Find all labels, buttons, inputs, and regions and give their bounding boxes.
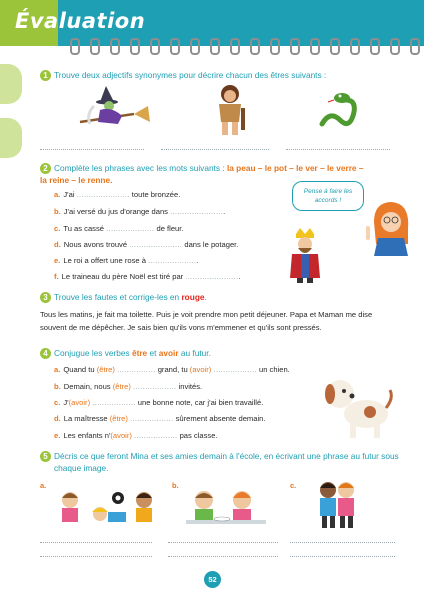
children-playing-illustration: [56, 486, 160, 528]
hint-bubble: Pense à faire les accords !: [292, 181, 364, 211]
answer-line[interactable]: [40, 149, 144, 150]
answer-line[interactable]: [290, 542, 395, 543]
exercise-3-instruction: 3 Trouve les fautes et corrige-les en rouge.: [40, 291, 207, 303]
fill-in-blank[interactable]: ....................: [106, 224, 155, 233]
answer-line[interactable]: [40, 556, 152, 557]
teacher-illustration: [364, 198, 414, 256]
fill-in-blank[interactable]: ..................: [213, 365, 257, 374]
ex4-item-e: e. Les enfants n'(avoir) .................. pas classe.: [54, 431, 218, 440]
ex2-item-c: c. Tu as cassé .................... de fleur.: [54, 224, 184, 233]
image-label-a: a.: [40, 481, 47, 490]
king-illustration: [286, 226, 324, 284]
page-title: Évaluation: [15, 9, 146, 33]
image-label-c: c.: [290, 481, 297, 490]
ex2-item-b: b. J'ai versé du jus d'orange dans .......................: [54, 207, 226, 216]
answer-line[interactable]: [286, 149, 390, 150]
fill-in-blank[interactable]: ..................: [134, 431, 178, 440]
answer-line[interactable]: [168, 542, 278, 543]
fill-in-blank[interactable]: ......................: [129, 240, 183, 249]
exercise-5-instruction: 5 Décris ce que feront Mina et ses amies demain à l'école, en écrivant une phrase au futur sous chaque image.: [40, 450, 400, 474]
witch-illustration: [72, 84, 152, 140]
ex4-item-a: a. Quand tu (être) ................ grand, tu (avoir) .................. un chien.: [54, 365, 290, 374]
children-hugging-illustration: [314, 478, 360, 532]
ex4-item-c: c. J'(avoir) .................. une bonne note, car j'ai bien travaillé.: [54, 398, 264, 407]
fill-in-blank[interactable]: ................: [117, 365, 156, 374]
ex2-item-f: f. Le traineau du père Noël est tiré par .......................: [54, 272, 241, 281]
exercise-4-instruction: 4 Conjugue les verbes être et avoir au futur.: [40, 347, 211, 359]
fill-in-blank[interactable]: ......................: [76, 190, 130, 199]
ex3-text: Tous les matins, je fait ma toilette. Puis je voit prendre mon petit déjeuner. Papa et Maman me dise souvent de me dépêcher. Je sais bien qu'ils vons m'emmener et qu'ils sont pressés.: [40, 310, 373, 332]
exercise-1-instruction: 1 Trouve deux adjectifs synonymes pour décrire chacun des êtres suivants :: [40, 69, 326, 81]
snake-illustration: [316, 88, 364, 132]
answer-line[interactable]: [290, 556, 395, 557]
ex2-item-e: e. Le roi a offert une rose à .....................: [54, 256, 199, 265]
spiral-binding: [70, 38, 420, 52]
dog-illustration: [322, 372, 394, 442]
fill-in-blank[interactable]: ......................: [170, 207, 224, 216]
fill-in-blank[interactable]: ....................: [148, 256, 197, 265]
page-number: 52: [204, 571, 221, 588]
exercise-2-instruction: 2 Complète les phrases avec les mots suivants : la peau – le pot – le ver – le verre – la reine – le renne.: [40, 163, 364, 186]
caveman-illustration: [210, 82, 250, 138]
ex4-item-b: b. Demain, nous (être) .................. invités.: [54, 382, 203, 391]
children-eating-illustration: [182, 486, 270, 528]
fill-in-blank[interactable]: ..................: [130, 414, 174, 423]
ex2-item-a: a. J'ai ...................... toute bronzée.: [54, 190, 181, 199]
answer-line[interactable]: [40, 542, 152, 543]
answer-line[interactable]: [168, 556, 278, 557]
ex4-item-d: d. La maîtresse (être) .................. sûrement absente demain.: [54, 414, 266, 423]
fill-in-blank[interactable]: ..................: [92, 398, 136, 407]
ex2-item-d: d. Nous avons trouvé ...................... dans le potager.: [54, 240, 239, 249]
fill-in-blank[interactable]: ......................: [185, 272, 239, 281]
answer-line[interactable]: [161, 149, 269, 150]
fill-in-blank[interactable]: ..................: [133, 382, 177, 391]
image-label-b: b.: [172, 481, 179, 490]
